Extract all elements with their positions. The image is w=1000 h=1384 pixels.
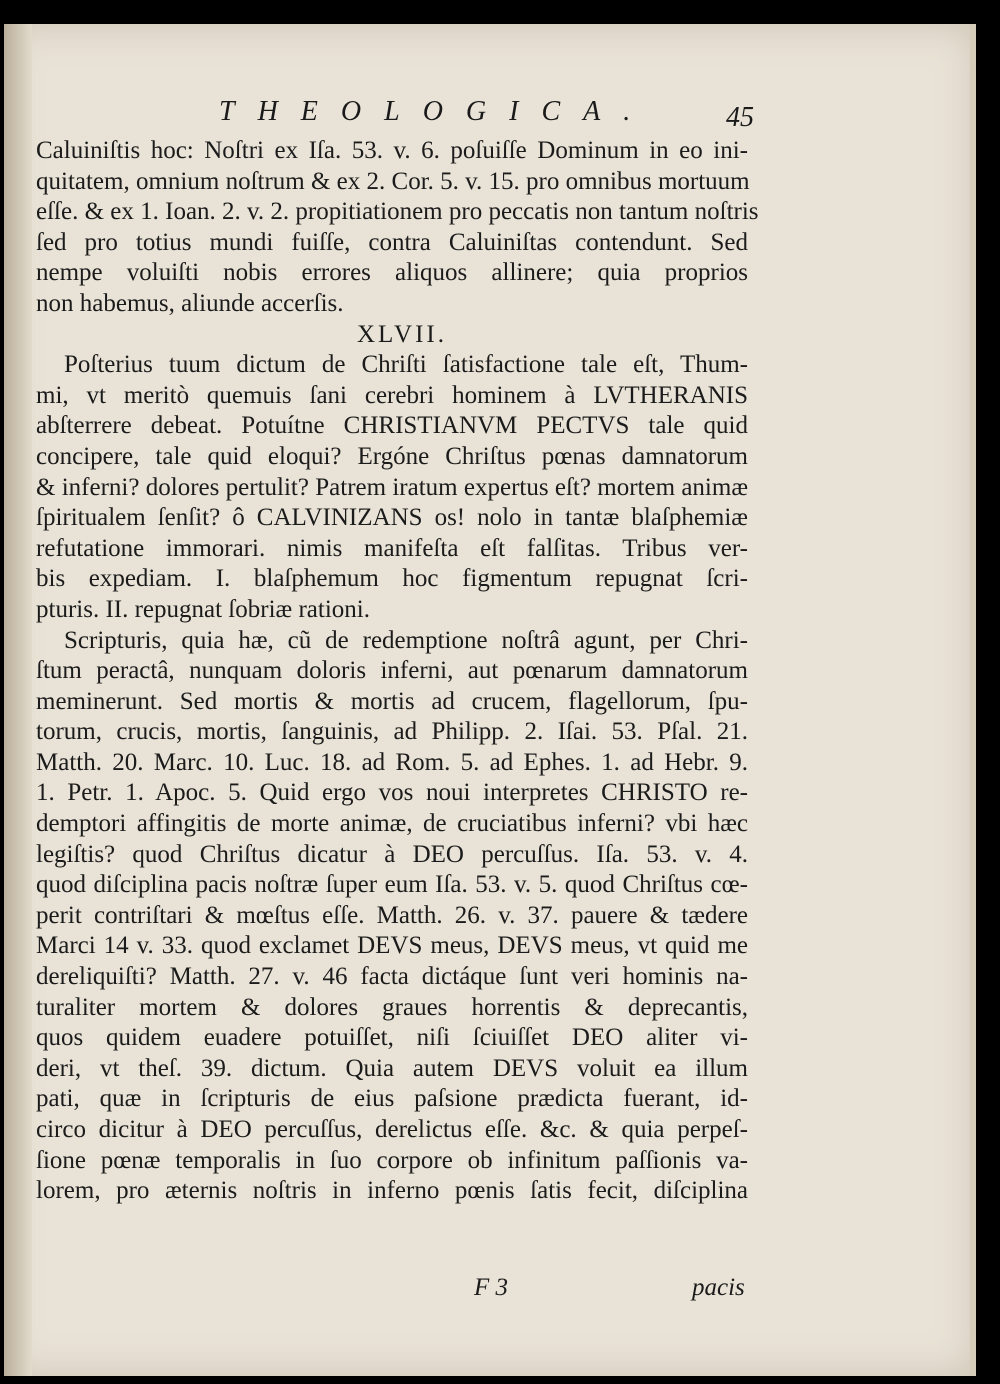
- text-line: bis expediam. I. blaſphemum hoc figmentum repugnat ſcri-: [36, 565, 748, 593]
- text-line: abſterrere debeat. Potuítne CHRISTIANVM PECTVS tale quid: [36, 412, 748, 440]
- text-line: Caluiniſtis hoc: Noſtri ex Iſa. 53. v. 6. poſuiſſe Dominum in eo ini-: [36, 137, 748, 164]
- text-line: quod diſciplina pacis noſtræ ſuper eum Iſa. 53. v. 5. quod Chriſtus cœ-: [36, 871, 748, 899]
- text-line: torum, crucis, mortis, ſanguinis, ad Philipp. 2. Iſai. 53. Pſal. 21.: [36, 718, 748, 746]
- text-line: ſione pœnæ temporalis in ſuo corpore ob infinitum paſſionis va-: [36, 1146, 748, 1174]
- text-line: legiſtis? quod Chriſtus dicatur à DEO percuſſus. Iſa. 53. v. 4.: [36, 840, 748, 868]
- running-title: THEOLOGICA.: [219, 96, 654, 127]
- text-line: meminerunt. Sed mortis & mortis ad crucem, flagellorum, ſpu-: [36, 687, 748, 715]
- catchword: pacis: [692, 1274, 745, 1301]
- text-line: & inferni? dolores pertulit? Patrem iratum expertus eſt? mortem animæ: [36, 473, 748, 501]
- text-line: 1. Petr. 1. Apoc. 5. Quid ergo vos noui interpretes CHRISTO re-: [36, 779, 748, 807]
- text-line: ſed pro totius mundi fuiſſe, contra Caluiniſtas contendunt. Sed: [36, 228, 748, 256]
- text-line: ſpiritualem ſenſit? ô CALVINIZANS os! nolo in tantæ blaſphemiæ: [36, 504, 748, 532]
- page-gutter: [4, 24, 32, 1376]
- text-line: quos quidem euadere potuiſſet, niſi ſciuiſſet DEO aliter vi-: [36, 1024, 748, 1052]
- body-text: [36, 136, 759, 1207]
- text-line: perit contriſtari & mœſtus eſſe. Matth. 26. v. 37. pauere & tædere: [36, 901, 748, 929]
- text-line: eſſe. & ex 1. Ioan. 2. v. 2. propitiationem pro peccatis non tantum noſtris: [36, 198, 759, 226]
- book-page: [4, 24, 976, 1376]
- text-line: Marci 14 v. 33. quod exclamet DEVS meus, DEVS meus, vt quid me: [36, 932, 748, 960]
- text-line: pati, quæ in ſcripturis de eius paſsione prædicta fuerant, id-: [36, 1085, 748, 1113]
- text-line: refutatione immorari. nimis manifeſta eſt falſitas. Tribus ver-: [36, 534, 748, 562]
- text-line: Poſterius tuum dictum de Chriſti ſatisfactione tale eſt, Thum-: [64, 351, 748, 379]
- text-line: mi, vt meritò quemuis ſani cerebri hominem à LVTHERANIS: [36, 381, 748, 409]
- text-line: Scripturis, quia hæ, cũ de redemptione noſtrâ agunt, per Chri-: [64, 626, 748, 654]
- page-edge: [970, 24, 976, 1376]
- signature-mark: F 3: [474, 1274, 509, 1301]
- text-line: concipere, tale quid eloqui? Ergóne Chriſtus pœnas damnatorum: [36, 442, 748, 470]
- text-line: demptori affingitis de morte animæ, de cruciatibus inferni? vbi hæc: [36, 810, 748, 838]
- text-line: deri, vt theſ. 39. dictum. Quia autem DEVS voluit ea illum: [36, 1054, 748, 1082]
- text-line: turaliter mortem & dolores graues horrentis & deprecantis,: [36, 993, 748, 1021]
- text-line: pturis. II. repugnat ſobriæ rationi.: [36, 595, 370, 623]
- page-number: 45: [726, 102, 754, 133]
- text-line: Matth. 20. Marc. 10. Luc. 18. ad Rom. 5. ad Ephes. 1. ad Hebr. 9.: [36, 748, 748, 776]
- text-line: non habemus, aliunde accerſis.: [36, 289, 344, 317]
- text-line: quitatem, omnium noſtrum & ex 2. Cor. 5. v. 15. pro omnibus mortuum: [36, 167, 750, 195]
- text-line: dereliquiſti? Matth. 27. v. 46 facta dictáque ſunt veri hominis na-: [36, 963, 748, 991]
- text-line: circo dicitur à DEO percuſſus, derelictus eſſe. &c. & quia perpeſ-: [36, 1116, 748, 1143]
- section-heading: XLVII.: [357, 320, 447, 348]
- text-line: nempe voluiſti nobis errores aliquos allinere; quia proprios: [36, 259, 748, 287]
- text-line: ſtum peractâ, nunquam doloris inferni, aut pœnarum damnatorum: [36, 657, 748, 685]
- text-line: lorem, pro æternis noſtris in inferno pœnis ſatis fecit, diſciplina: [36, 1177, 748, 1205]
